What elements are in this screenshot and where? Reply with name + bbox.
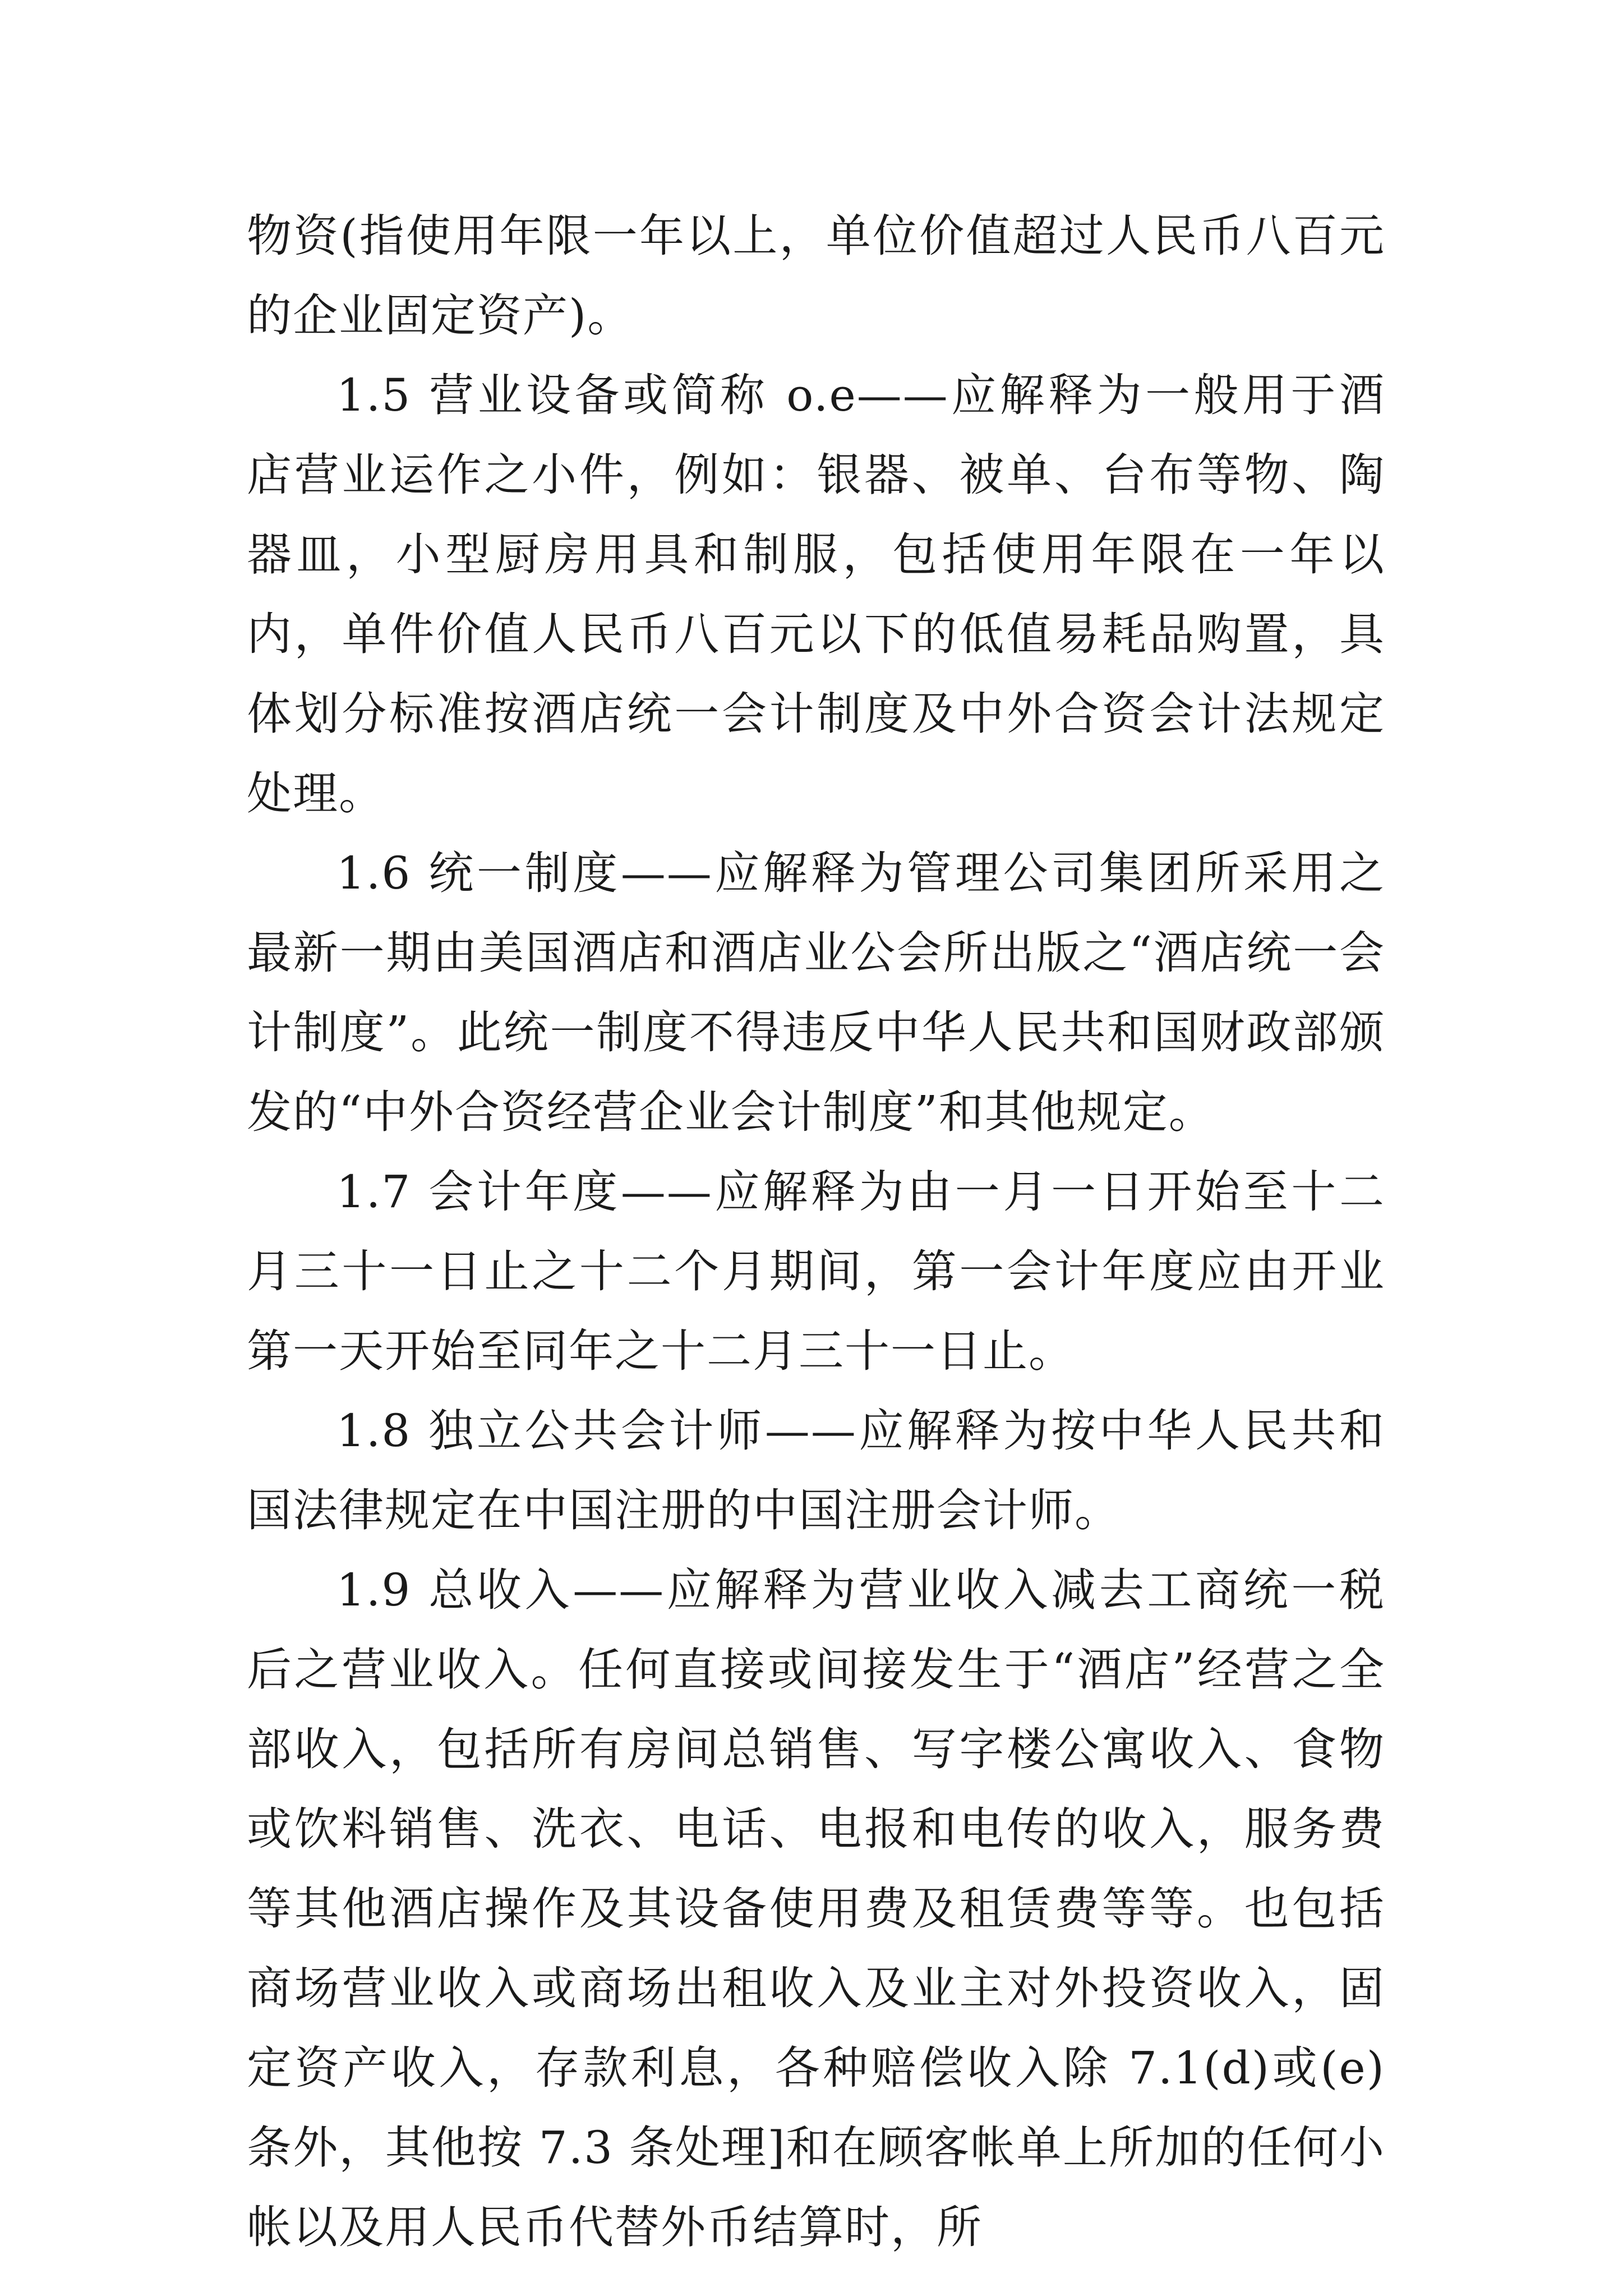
- document-body: [247, 196, 1385, 2267]
- paragraph-continuation: 物资(指使用年限一年以上，单位价值超过人民币八百元的企业固定资产)。: [247, 210, 1385, 342]
- paragraph-1-9-gross-revenue: 1.9 总收入——应解释为营业收入减去工商统一税后之营业收入。任何直接或间接发生于“酒店”经营之全部收入，包括所有房间总销售、写字楼公寓收入、食物或饮料销售、洗衣、电话、电报和电传的收入，服务费等其他酒店操作及其设备使用费及租赁费等等。也包括商场营业收入或商场出租收入及业主对外投资收入，固定资产收入，存款利息，各种赔偿收入除 7.1(d)或(e)条外，其他按 7.3 条处理]和在顾客帐单上所加的任何小帐以及用人民币代替外币结算时，所: [247, 1564, 1385, 2253]
- paragraph-1-7-fiscal-year: 1.7 会计年度——应解释为由一月一日开始至十二月三十一日止之十二个月期间，第一会计年度应由开业第一天开始至同年之十二月三十一日止。: [247, 1166, 1385, 1377]
- paragraph-1-6-uniform-system: 1.6 统一制度——应解释为管理公司集团所采用之最新一期由美国酒店和酒店业公会所出版之“酒店统一会计制度”。此统一制度不得违反中华人民共和国财政部颁发的“中外合资经营企业会计制度”和其他规定。: [247, 847, 1385, 1138]
- paragraph-1-8-independent-accountant: 1.8 独立公共会计师——应解释为按中华人民共和国法律规定在中国注册的中国注册会计师。: [247, 1405, 1385, 1536]
- paragraph-1-5-operating-equipment: 1.5 营业设备或简称 o.e——应解释为一般用于酒店营业运作之小件，例如：银器、被单、台布等物、陶器皿，小型厨房用具和制服，包括使用年限在一年以内，单件价值人民币八百元以下的低值易耗品购置，具体划分标准按酒店统一会计制度及中外合资会计法规定处理。: [247, 369, 1385, 820]
